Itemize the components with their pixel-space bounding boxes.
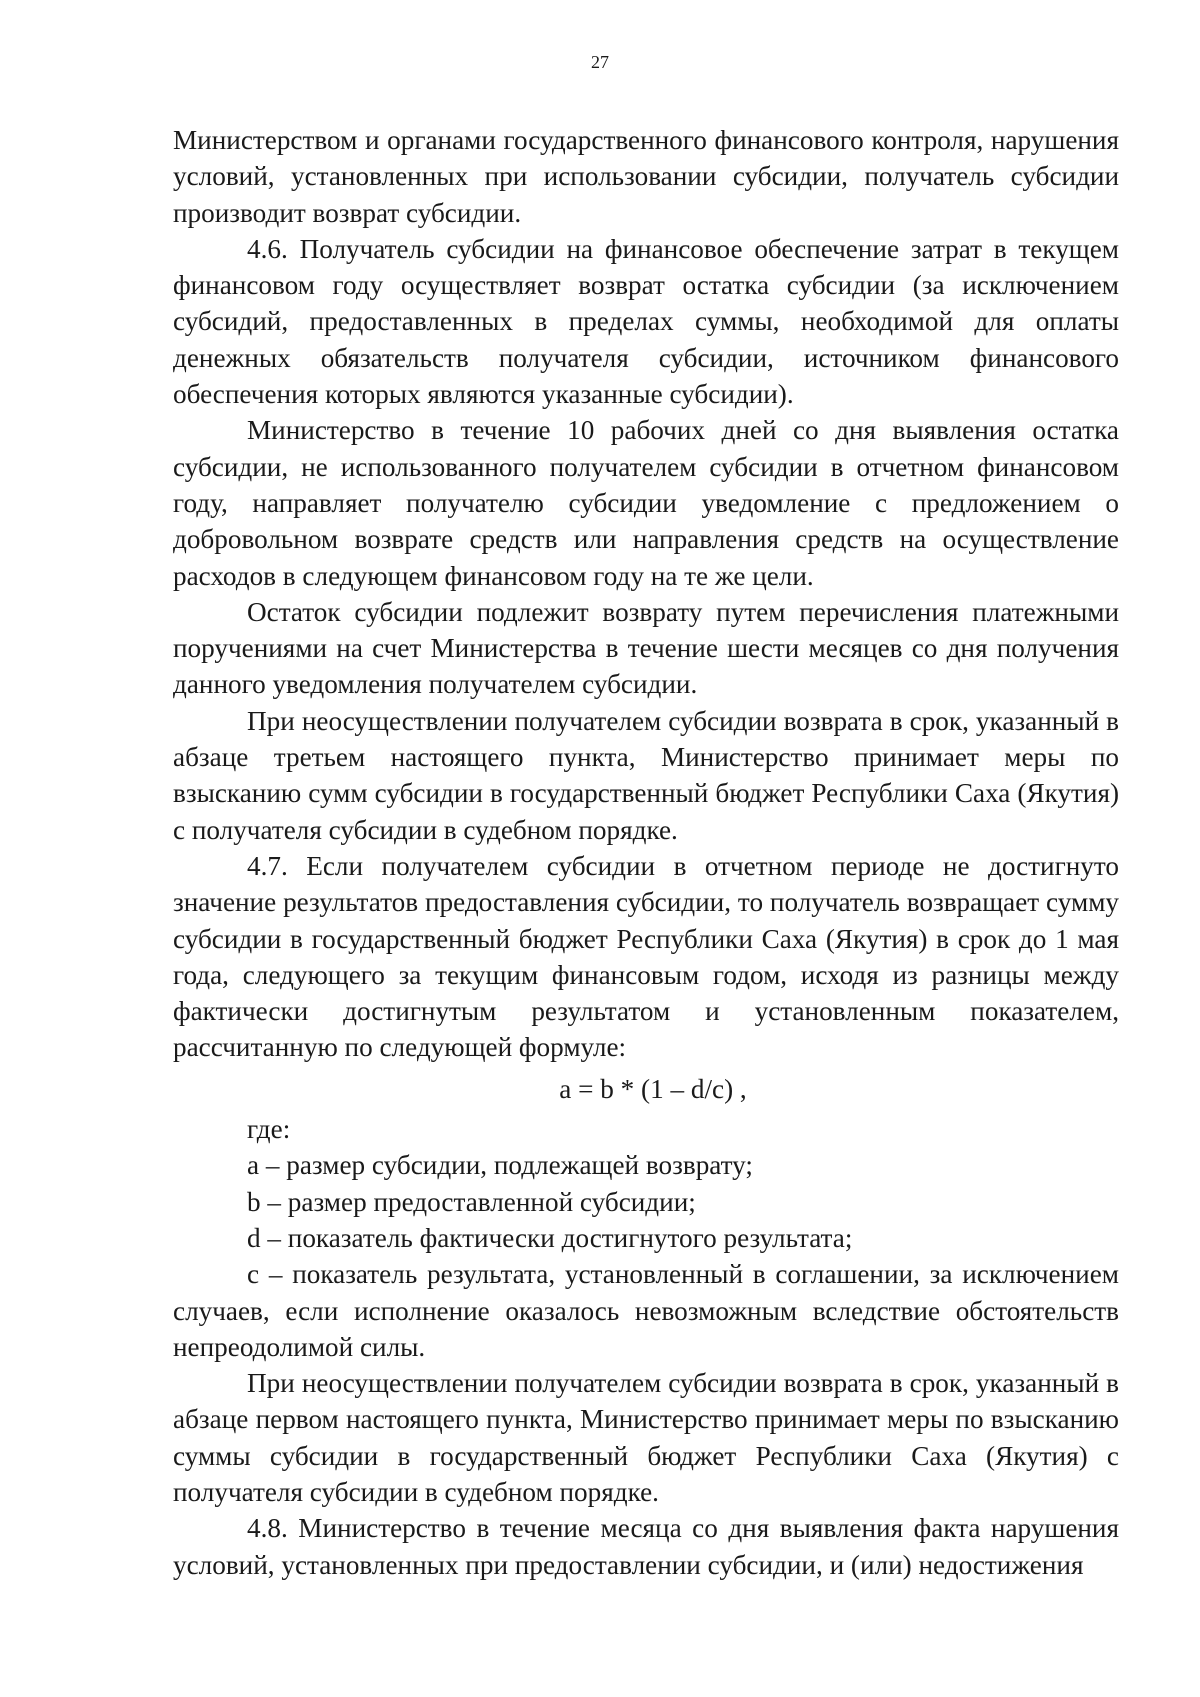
definition-c: c – показатель результата, установленный в соглашении, за исключением случаев, если исполнение оказалось невозможным вследствие обстоятельств непреодолимой силы.	[173, 1259, 1119, 1362]
formula: a = b * (1 – d/c) ,	[559, 1073, 747, 1104]
definition-a: a – размер субсидии, подлежащей возврату;	[247, 1150, 753, 1181]
paragraph-4-7: 4.7. Если получателем субсидии в отчетном периоде не достигнуто значение результатов предоставления субсидии, то получатель возвращает сумму субсидии в государственный бюджет Республики Саха (Якутия) в срок до 1 мая года, следующего за текущим финансовым годом, исходя из разницы между фактически достигнутым результатом и установленным показателем, рассчитанную по следующей формуле:	[173, 850, 1119, 1063]
where-label: где:	[247, 1114, 291, 1145]
paragraph-recovery: При неосуществлении получателем субсидии возврата в срок, указанный в абзаце третьем настоящего пункта, Министерство принимает меры по взысканию сумм субсидии в государственный бюджет Республики Саха (Якутия) с получателя субсидии в судебном порядке.	[173, 705, 1119, 845]
paragraph-remainder-return: Остаток субсидии подлежит возврату путем перечисления платежными поручениями на счет Министерства в течение шести месяцев со дня получения данного уведомления получателем субсидии.	[173, 596, 1119, 700]
definition-b: b – размер предоставленной субсидии;	[247, 1186, 696, 1217]
paragraph-4-6: 4.6. Получатель субсидии на финансовое обеспечение затрат в текущем финансовом году осуществляет возврат остатка субсидии (за исключением субсидий, предоставленных в пределах суммы, необходимой для оплаты денежных обязательств получателя субсидии, источником финансового обеспечения которых являются указанные субсидии).	[173, 233, 1119, 410]
page-number: 27	[591, 52, 609, 72]
document-body	[173, 122, 1119, 1583]
paragraph-continuation: Министерством и органами государственного финансового контроля, нарушения условий, установленных при использовании субсидии, получатель субсидии производит возврат субсидии.	[173, 125, 1119, 228]
paragraph-4-8: 4.8. Министерство в течение месяца со дня выявления факта нарушения условий, установленных при предоставлении субсидии, и (или) недостижения	[173, 1513, 1119, 1580]
definition-d: d – показатель фактически достигнутого результата;	[247, 1222, 853, 1253]
paragraph-ministry-notice: Министерство в течение 10 рабочих дней со дня выявления остатка субсидии, не использованного получателем субсидии в отчетном финансовом году, направляет получателю субсидии уведомление с предложением о добровольном возврате средств или направления средств на осуществление расходов в следующем финансовом году на те же цели.	[173, 415, 1119, 591]
paragraph-recovery-court: При неосуществлении получателем субсидии возврата в срок, указанный в абзаце первом настоящего пункта, Министерство принимает меры по взысканию суммы субсидии в государственный бюджет Республики Саха (Якутия) с получателя субсидии в судебном порядке.	[173, 1368, 1119, 1507]
